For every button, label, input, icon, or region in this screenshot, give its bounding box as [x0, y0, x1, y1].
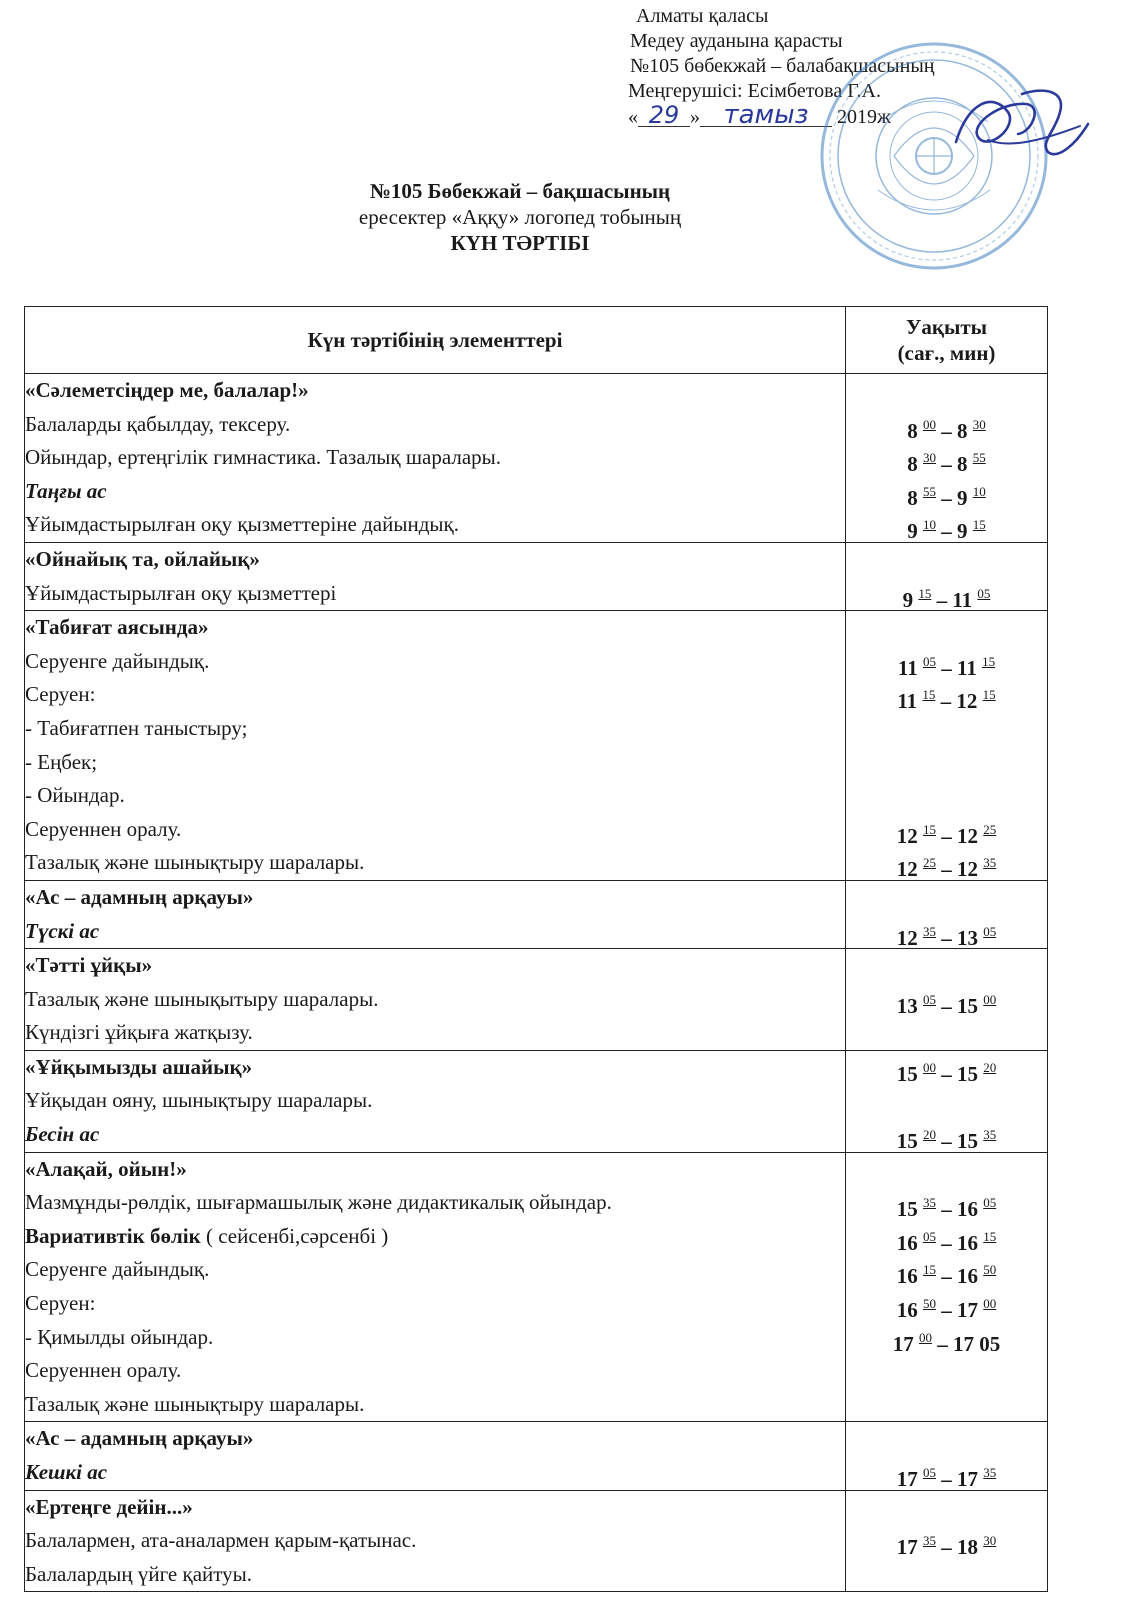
table-row — [25, 1152, 1048, 1422]
time-end-hour: 9 — [957, 485, 968, 510]
time-end-minutes: 35 — [983, 1465, 997, 1480]
schedule-elements-cell — [25, 1490, 846, 1592]
time-end-minutes: 00 — [983, 1296, 997, 1312]
schedule-item-text: Таңғы ас — [25, 478, 107, 503]
time-start-hour: 9 — [907, 519, 918, 544]
time-end-minutes: 25 — [983, 821, 997, 837]
schedule-body — [25, 374, 1048, 1592]
schedule-item — [25, 1084, 845, 1118]
time-end-hour: 17 — [957, 1298, 978, 1323]
schedule-item — [25, 577, 845, 611]
schedule-elements-cell — [25, 949, 846, 1051]
time-end-minutes: 05 — [983, 923, 997, 939]
time-end-minutes: 05 — [983, 1195, 997, 1211]
time-start-hour: 8 — [907, 485, 918, 510]
time-start-hour: 8 — [907, 418, 918, 443]
daily-schedule-table — [24, 306, 1048, 1592]
time-end-minutes: 00 — [983, 991, 997, 1007]
time-end-minutes: 15 — [983, 1228, 997, 1244]
time-range — [846, 779, 1047, 813]
time-range — [846, 1422, 1047, 1456]
schedule-item — [25, 1456, 845, 1490]
schedule-elements-cell — [25, 374, 846, 543]
time-range — [846, 1016, 1047, 1050]
time-start-hour: 15 — [896, 1197, 918, 1222]
time-start-minutes: 15 — [923, 1262, 936, 1278]
schedule-item — [25, 1118, 845, 1152]
schedule-item-text: Серуен: — [25, 682, 96, 707]
time-start-minutes: 35 — [923, 1195, 936, 1211]
time-range — [846, 949, 1047, 983]
time-start-hour: 13 — [896, 993, 918, 1018]
schedule-time-cell — [846, 611, 1048, 881]
time-end-hour: 16 — [957, 1230, 978, 1255]
time-end-hour: 9 — [957, 519, 968, 544]
schedule-item-text: Балалардың үйге қайтуы. — [25, 1561, 253, 1586]
time-range — [846, 1388, 1047, 1422]
schedule-item — [25, 1186, 845, 1220]
schedule-item — [25, 813, 845, 847]
time-end-hour: 16 — [957, 1197, 978, 1222]
time-end-minutes: 50 — [983, 1262, 997, 1278]
time-range: 12 $^{15}$ – 12 $^{25}$ — [896, 821, 997, 848]
schedule-item-text: Серуеннен оралу. — [25, 1358, 182, 1383]
schedule-item-text: Мазмұнды-рөлдік, шығармашылық және дидактикалық ойындар. — [25, 1190, 612, 1215]
time-end-minutes: 05 — [977, 585, 991, 601]
schedule-item-text: - Еңбек; — [25, 749, 98, 774]
table-row — [25, 949, 1048, 1051]
title-line-1: №105 Бөбекжай – бақшасының — [369, 179, 671, 203]
schedule-item — [25, 983, 845, 1017]
time-range — [846, 543, 1047, 577]
approval-head: Меңгерушісі: Есімбетова Г.А. — [628, 80, 881, 102]
time-range: 16 $^{15}$ – 16 $^{50}$ — [896, 1262, 997, 1289]
schedule-item — [25, 678, 845, 712]
time-range: 8 $^{00}$ – 8 $^{30}$ — [907, 416, 986, 443]
time-range — [846, 1153, 1047, 1187]
date-year: 2019ж — [837, 106, 891, 128]
schedule-item-text: Ұйымдастырылған оқу қызметтеріне дайындық. — [25, 512, 459, 537]
section-title: «Ертеңге дейін...» — [25, 1494, 193, 1519]
time-start-minutes: 35 — [923, 923, 936, 939]
section-title: «Ас – адамның арқауы» — [25, 1426, 254, 1451]
time-start-minutes: 05 — [923, 1228, 936, 1244]
table-row — [25, 1490, 1048, 1592]
table-row — [25, 542, 1048, 610]
schedule-item — [25, 779, 845, 813]
time-start-hour: 12 — [896, 925, 918, 950]
time-end-hour: 16 — [957, 1264, 978, 1289]
time-end-minutes: 30 — [983, 1533, 997, 1549]
date-day: 29 — [638, 104, 690, 127]
schedule-item — [25, 645, 845, 679]
schedule-item-text: Серуенге дайындық. — [25, 1257, 210, 1282]
time-start-minutes: 15 — [918, 585, 932, 601]
schedule-item — [25, 1220, 845, 1254]
time-start-minutes: 05 — [923, 1465, 936, 1480]
section-title: «Ас – адамның арқауы» — [25, 884, 254, 909]
time-range: 17 $^{00}$ – 17 05 — [892, 1329, 1001, 1356]
schedule-time-cell — [846, 1152, 1048, 1422]
time-end-hour: 12 — [956, 689, 978, 714]
schedule-item — [25, 746, 845, 780]
approval-district: Медеу ауданына қарасты — [630, 30, 843, 52]
time-end-hour: 11 — [952, 587, 973, 612]
time-range: 15 $^{35}$ – 16 $^{05}$ — [896, 1195, 997, 1222]
schedule-item-text: - Табиғатпен таныстыру; — [25, 715, 248, 740]
time-end-hour: 15 — [957, 1129, 978, 1154]
time-end-hour: 12 — [957, 857, 978, 882]
time-start-hour: 12 — [896, 857, 918, 882]
time-start-minutes: 35 — [923, 1533, 936, 1549]
schedule-item — [25, 441, 845, 475]
schedule-item-text: Серуеннен оралу. — [25, 816, 182, 841]
time-start-minutes: 50 — [923, 1296, 936, 1312]
schedule-elements-cell — [25, 1152, 846, 1422]
time-range: 16 $^{05}$ – 16 $^{15}$ — [896, 1228, 997, 1255]
schedule-item — [25, 1388, 845, 1422]
time-start-hour: 16 — [896, 1230, 918, 1255]
date-open-quote: « — [628, 106, 638, 128]
schedule-elements-cell — [25, 1050, 846, 1152]
time-end-hour: 13 — [957, 925, 978, 950]
schedule-item-text: Вариативтік бөлік — [25, 1223, 201, 1248]
time-range: 8 $^{55}$ – 9 $^{10}$ — [907, 483, 986, 510]
schedule-item — [25, 915, 845, 949]
date-close-quote: » — [690, 106, 700, 128]
table-row — [25, 1050, 1048, 1152]
schedule-item-text: Тазалық және шынықытыру шаралары. — [25, 986, 379, 1011]
time-range — [846, 1084, 1047, 1118]
schedule-item-text: Ұйқыдан ояну, шынықтыру шаралары. — [25, 1088, 373, 1113]
schedule-time-cell — [846, 1050, 1048, 1152]
schedule-item-text: Кешкі ас — [25, 1460, 108, 1484]
schedule-time-cell — [846, 880, 1048, 948]
time-range: 15 $^{20}$ – 15 $^{35}$ — [896, 1127, 997, 1154]
time-end-minutes: 15 — [982, 653, 996, 669]
time-start-hour: 12 — [896, 823, 918, 848]
schedule-item-text: Серуен: — [25, 1291, 96, 1316]
time-range: 17 $^{05}$ – 17 $^{35}$ — [896, 1465, 997, 1491]
time-start-hour: 17 — [896, 1467, 918, 1491]
time-start-hour: 15 — [896, 1129, 918, 1154]
time-end-hour: 8 — [957, 452, 968, 477]
time-end-minutes: 10 — [972, 483, 986, 499]
time-range — [846, 881, 1047, 915]
time-end-hour: 17 — [957, 1467, 978, 1491]
header-time-line-2: (сағ., мин) — [897, 341, 996, 365]
section-title: «Сәлеметсіңдер ме, балалар!» — [25, 378, 309, 402]
time-start-hour: 11 — [897, 689, 918, 714]
schedule-item — [25, 508, 845, 542]
schedule-item-text: Балаларды қабылдау, тексеру. — [25, 411, 291, 436]
time-start-minutes: 15 — [923, 821, 936, 837]
schedule-item-note: ( сейсенбі,сәрсенбі ) — [200, 1223, 389, 1248]
time-start-minutes: 20 — [923, 1127, 936, 1143]
time-range — [846, 374, 1047, 408]
schedule-item-text: Тазалық және шынықтыру шаралары. — [25, 1391, 365, 1416]
time-range: 12 $^{25}$ – 12 $^{35}$ — [896, 855, 997, 882]
schedule-time-cell — [846, 1490, 1048, 1592]
time-range: 9 $^{10}$ – 9 $^{15}$ — [907, 517, 986, 544]
time-start-hour: 9 — [902, 587, 914, 612]
time-end-hour: 18 — [957, 1535, 978, 1560]
time-range: 13 $^{05}$ – 15 $^{00}$ — [896, 991, 997, 1018]
schedule-item — [25, 475, 845, 509]
schedule-item-text: Ұйымдастырылған оқу қызметтері — [25, 580, 337, 605]
table-row — [25, 880, 1048, 948]
schedule-item — [25, 1016, 845, 1050]
time-start-minutes: 00 — [923, 416, 936, 432]
schedule-item-text: Тазалық және шынықтыру шаралары. — [25, 850, 365, 875]
schedule-time-cell — [846, 374, 1048, 543]
header-time — [846, 307, 1048, 374]
time-start-minutes: 15 — [922, 687, 936, 703]
schedule-item — [25, 712, 845, 746]
time-end-minutes: 35 — [983, 1127, 997, 1143]
time-start-minutes: 00 — [923, 1059, 936, 1075]
time-range — [846, 746, 1047, 780]
time-start-hour: 17 — [892, 1331, 914, 1356]
time-end-hour: 17 05 — [953, 1331, 1001, 1356]
title-line-2: ересектер «Аққу» логопед тобының — [358, 205, 682, 229]
schedule-elements-cell — [25, 611, 846, 881]
schedule-item-text: Серуенге дайындық. — [25, 648, 210, 673]
time-end-hour: 8 — [957, 418, 968, 443]
time-end-minutes: 15 — [982, 687, 996, 703]
time-range — [846, 1558, 1047, 1592]
schedule-item — [25, 1253, 845, 1287]
section-title: «Ұйқымызды ашайық» — [25, 1054, 253, 1079]
section-title: «Алақай, ойын!» — [25, 1156, 187, 1181]
schedule-time-cell — [846, 949, 1048, 1051]
schedule-item-text: Ойындар, ертеңгілік гимнастика. Тазалық шаралары. — [25, 445, 502, 470]
approval-kindergarten: №105 бөбекжай – балабақшасының — [630, 55, 935, 77]
time-start-hour: 17 — [896, 1535, 918, 1560]
time-range: 9 $^{15}$ – 11 $^{05}$ — [902, 585, 991, 612]
header-time-line-1: Уақыты — [905, 315, 988, 339]
table-header-row — [25, 307, 1048, 374]
time-start-hour: 11 — [897, 655, 918, 680]
schedule-item — [25, 1524, 845, 1558]
time-end-hour: 11 — [957, 655, 977, 680]
time-end-minutes: 30 — [972, 416, 986, 432]
schedule-item-text: Бесін ас — [25, 1122, 100, 1147]
schedule-elements-cell — [25, 542, 846, 610]
time-range — [846, 1354, 1047, 1388]
time-range — [846, 1491, 1047, 1525]
table-row — [25, 374, 1048, 543]
time-range: 16 $^{50}$ – 17 $^{00}$ — [896, 1296, 997, 1323]
schedule-elements-cell — [25, 1422, 846, 1490]
schedule-item — [25, 1321, 845, 1355]
time-start-minutes: 00 — [919, 1329, 932, 1345]
time-end-hour: 15 — [957, 1061, 978, 1086]
time-start-minutes: 05 — [923, 991, 936, 1007]
title-line-3: КҮН ТӘРТІБІ — [450, 231, 590, 255]
schedule-item — [25, 1558, 845, 1592]
time-end-hour: 15 — [957, 993, 978, 1018]
schedule-elements-cell — [25, 880, 846, 948]
section-title: «Ойнайық та, ойлайық» — [25, 546, 260, 571]
time-end-minutes: 15 — [972, 517, 986, 533]
approval-city: Алматы қаласы — [636, 5, 769, 27]
time-start-minutes: 05 — [923, 653, 936, 669]
schedule-item-text: - Ойындар. — [25, 783, 125, 808]
document-title — [0, 178, 1040, 256]
time-start-minutes: 30 — [923, 450, 936, 466]
schedule-item — [25, 1287, 845, 1321]
time-start-hour: 16 — [896, 1298, 918, 1323]
time-start-minutes: 25 — [923, 855, 936, 871]
time-range — [846, 611, 1047, 645]
time-end-minutes: 55 — [972, 450, 986, 466]
schedule-item-text: - Қимылды ойындар. — [25, 1324, 214, 1349]
schedule-item-text: Күндізгі ұйқыға жатқызу. — [25, 1020, 253, 1045]
schedule-time-cell — [846, 1422, 1048, 1490]
time-end-minutes: 35 — [983, 855, 997, 871]
time-end-minutes: 20 — [983, 1059, 997, 1075]
time-range: 15 $^{00}$ – 15 $^{20}$ — [896, 1059, 997, 1086]
table-row — [25, 1422, 1048, 1490]
date-month: тамыз — [700, 104, 832, 127]
time-range: 11 $^{15}$ – 12 $^{15}$ — [897, 687, 996, 714]
schedule-time-cell — [846, 542, 1048, 610]
time-range: 8 $^{30}$ – 8 $^{55}$ — [907, 450, 986, 477]
time-start-hour: 16 — [896, 1264, 918, 1289]
header-elements: Күн тәртібінің элементтері — [25, 307, 846, 374]
time-start-minutes: 55 — [923, 483, 936, 499]
schedule-item-text: Түскі ас — [25, 918, 100, 943]
schedule-item-text: Балалармен, ата-аналармен қарым-қатынас. — [25, 1528, 417, 1553]
table-row — [25, 611, 1048, 881]
schedule-item — [25, 408, 845, 442]
time-start-minutes: 10 — [923, 517, 936, 533]
section-title: «Табиғат аясында» — [25, 615, 209, 640]
time-range: 11 $^{05}$ – 11 $^{15}$ — [897, 653, 996, 680]
time-start-hour: 15 — [896, 1061, 918, 1086]
signature-icon — [948, 82, 1098, 172]
time-range: 12 $^{35}$ – 13 $^{05}$ — [896, 923, 997, 950]
time-range — [846, 712, 1047, 746]
schedule-item — [25, 846, 845, 880]
section-title: «Тәтті ұйқы» — [25, 953, 153, 978]
time-start-hour: 8 — [907, 452, 918, 477]
time-end-hour: 12 — [957, 823, 978, 848]
schedule-item — [25, 1354, 845, 1388]
time-range: 17 $^{35}$ – 18 $^{30}$ — [896, 1533, 997, 1560]
